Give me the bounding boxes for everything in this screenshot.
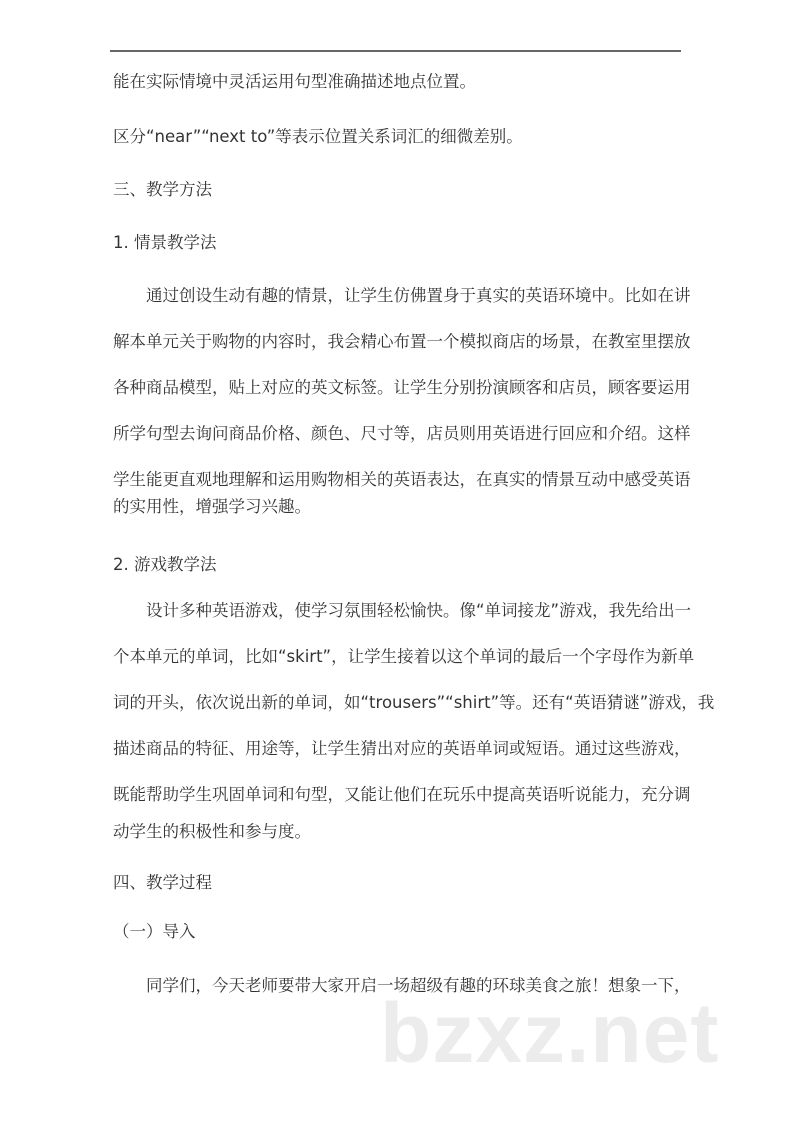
header-rule: [110, 50, 681, 52]
method-1-line: 所学句型去询问商品价格、颜色、尺寸等，店员则用英语进行回应和介绍。这样: [113, 424, 691, 443]
method-1-line: 各种商品模型，贴上对应的英文标签。让学生分别扮演顾客和店员，顾客要运用: [113, 378, 691, 397]
method-2-line: 设计多种英语游戏，使学习氛围轻松愉快。像“单词接龙”游戏，我先给出一: [146, 601, 692, 620]
method-2-line: 词的开头，依次说出新的单词，如“trousers”“shirt”等。还有“英语猜谜”游戏，我: [113, 693, 715, 712]
subsection-1-heading: （一）导入: [113, 922, 196, 941]
intro-line: 同学们，今天老师要带大家开启一场超级有趣的环球美食之旅！想象一下，: [146, 976, 691, 995]
watermark: bzxz.net: [380, 986, 720, 1080]
method-1-heading: 1. 情景教学法: [113, 233, 217, 252]
method-1-line: 通过创设生动有趣的情景，让学生仿佛置身于真实的英语环境中。比如在讲: [146, 286, 691, 305]
section-4-heading: 四、教学过程: [113, 873, 212, 892]
objective-2: 区分“near”“next to”等表示位置关系词汇的细微差别。: [113, 127, 523, 146]
objective-1: 能在实际情境中灵活运用句型准确描述地点位置。: [113, 72, 476, 91]
method-1-line: 学生能更直观地理解和运用购物相关的英语表达，在真实的情景互动中感受英语: [113, 470, 691, 489]
method-2-line: 既能帮助学生巩固单词和句型，又能让他们在玩乐中提高英语听说能力，充分调: [113, 785, 691, 804]
method-2-line: 动学生的积极性和参与度。: [113, 822, 311, 841]
method-1-line: 解本单元关于购物的内容时，我会精心布置一个模拟商店的场景，在教室里摆放: [113, 332, 691, 351]
section-3-heading: 三、教学方法: [113, 180, 212, 199]
method-2-heading: 2. 游戏教学法: [113, 555, 217, 574]
method-2-line: 个本单元的单词，比如“skirt”，让学生接着以这个单词的最后一个字母作为新单: [113, 647, 695, 666]
method-2-line: 描述商品的特征、用途等，让学生猜出对应的英语单词或短语。通过这些游戏，: [113, 739, 691, 758]
method-1-line: 的实用性，增强学习兴趣。: [113, 497, 311, 516]
